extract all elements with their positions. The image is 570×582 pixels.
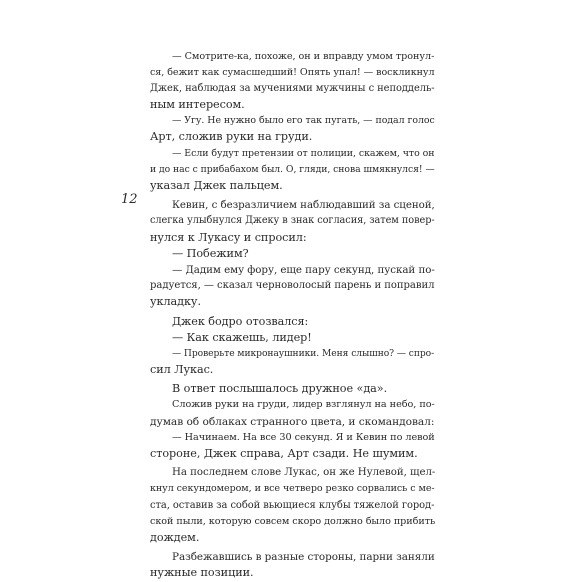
text-line: Сложив руки на груди, лидер взглянул на небо, по- [172, 399, 435, 411]
text-line: нулся к Лукасу и спросил: [150, 230, 307, 244]
text-line: Арт, сложив руки на груди. [150, 130, 313, 144]
text-line: Джек, наблюдая за мучениями мужчины с неподдель- [150, 83, 435, 95]
text-line: указал Джек пальцем. [150, 178, 283, 192]
text-line: Разбежавшись в разные стороны, парни заняли [172, 551, 435, 564]
text-line: дождем. [150, 530, 200, 544]
text-line: — Смотрите-ка, похоже, он и вправду умом тронул- [172, 51, 435, 62]
text-line: На последнем слове Лукас, он же Нулевой, щел- [172, 467, 436, 479]
text-line: и до нас с прибабахом был. О, гляди, снова шмякнулся! — [150, 163, 435, 175]
text-line: сил Лукас. [150, 362, 214, 376]
text-line: — Угу. Не нужно было его так пугать, — подал голос [172, 115, 435, 127]
text-line: нужные позиции. [150, 566, 254, 580]
text-line: укладку. [150, 294, 201, 308]
text-line: кнул секундомером, и все четверо резко сорвались с ме- [150, 483, 435, 495]
page-text [150, 49, 435, 582]
text-line: ным интересом. [150, 98, 245, 112]
text-line: — Дадим ему фору, еще пару секунд, пускай по- [172, 263, 435, 276]
text-line: — Побежим? [172, 246, 249, 260]
text-line: Кевин, с безразличием наблюдавший за сценой, [172, 199, 435, 212]
text-line: — Проверьте микронаушники. Меня слышно? — спро- [172, 348, 435, 359]
text-line: ся, бежит как сумасшедший! Опять упал! — воскликнул [150, 67, 435, 79]
text-line: слегка улыбнулся Джеку в знак согласия, затем повер- [150, 215, 435, 227]
text-line: думав об облаках странного цвета, и скомандовал: [150, 414, 435, 428]
text-line: ской пыли, которую совсем скоро должно было прибить [150, 515, 436, 527]
text-line: — Если будут претензии от полиции, скажем, что он [172, 147, 435, 159]
page-number: 12 [121, 192, 138, 207]
text-line: стороне, Джек справа, Арт сзади. Не шумим. [150, 446, 418, 460]
text-line: ста, оставив за собой вьющиеся клубы тяжелой город- [150, 499, 435, 511]
text-line: радуется, — сказал черноволосый парень и поправил [150, 279, 435, 291]
text-line: — Как скажешь, лидер! [172, 330, 312, 344]
text-line: В ответ послышалось дружное «да». [172, 382, 388, 396]
text-line: Джек бодро отозвался: [172, 314, 309, 328]
text-line: — Начинаем. На все 30 секунд. Я и Кевин по левой [172, 431, 435, 443]
